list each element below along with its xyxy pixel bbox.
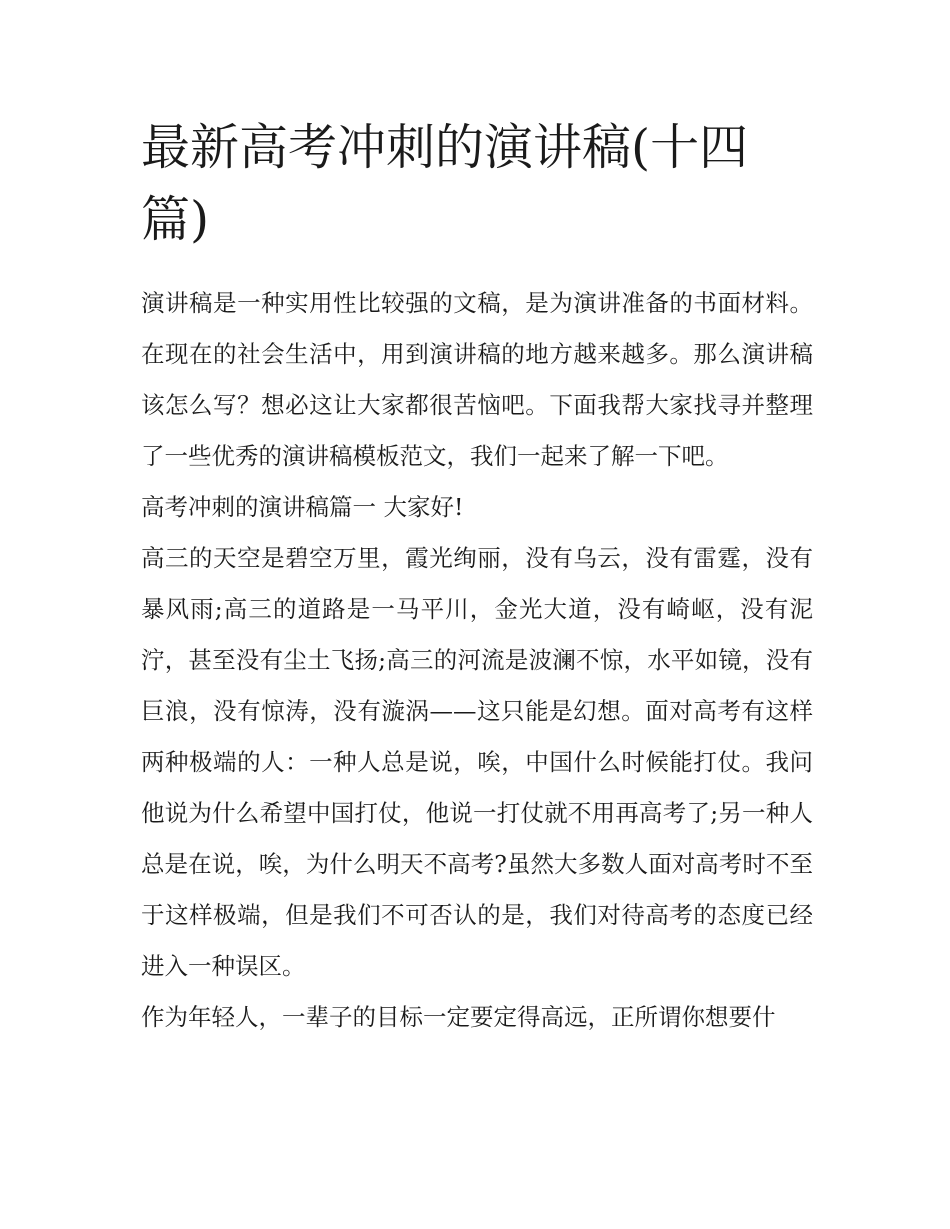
section-heading-paragraph: 高考冲刺的演讲稿篇一 大家好!: [141, 493, 464, 521]
intro-paragraph: 演讲稿是一种实用性比较强的文稿，是为演讲准备的书面材料。在现在的社会生活中，用到演讲稿的地方越来越多。那么演讲稿该怎么写？想必这让大家都很苦恼吧。下面我帮大家找寻并整理了一些优秀的演讲稿模板范文，我们一起来了解一下吧。: [141, 289, 813, 470]
body-paragraph: 高三的天空是碧空万里，霞光绚丽，没有乌云，没有雷霆，没有暴风雨;高三的道路是一马平川，金光大道，没有崎岖，没有泥泞，甚至没有尘土飞扬;高三的河流是波澜不惊，水平如镜，没有巨浪，没有惊涛，没有漩涡——这只能是幻想。面对高考有这样两种极端的人：一种人总是说，唉，中国什么时候能打仗。我问他说为什么希望中国打仗，他说一打仗就不用再高考了;另一种人总是在说，唉，为什么明天不高考?虽然大多数人面对高考时不至于这样极端，但是我们不可否认的是，我们对待高考的态度已经进入一种误区。: [141, 544, 813, 980]
body-paragraph: 作为年轻人，一辈子的目标一定要定得高远，正所谓你想要什: [141, 1003, 776, 1031]
document-body: [141, 112, 813, 1043]
document-title: 最新高考冲刺的演讲稿(十四篇): [141, 119, 749, 248]
